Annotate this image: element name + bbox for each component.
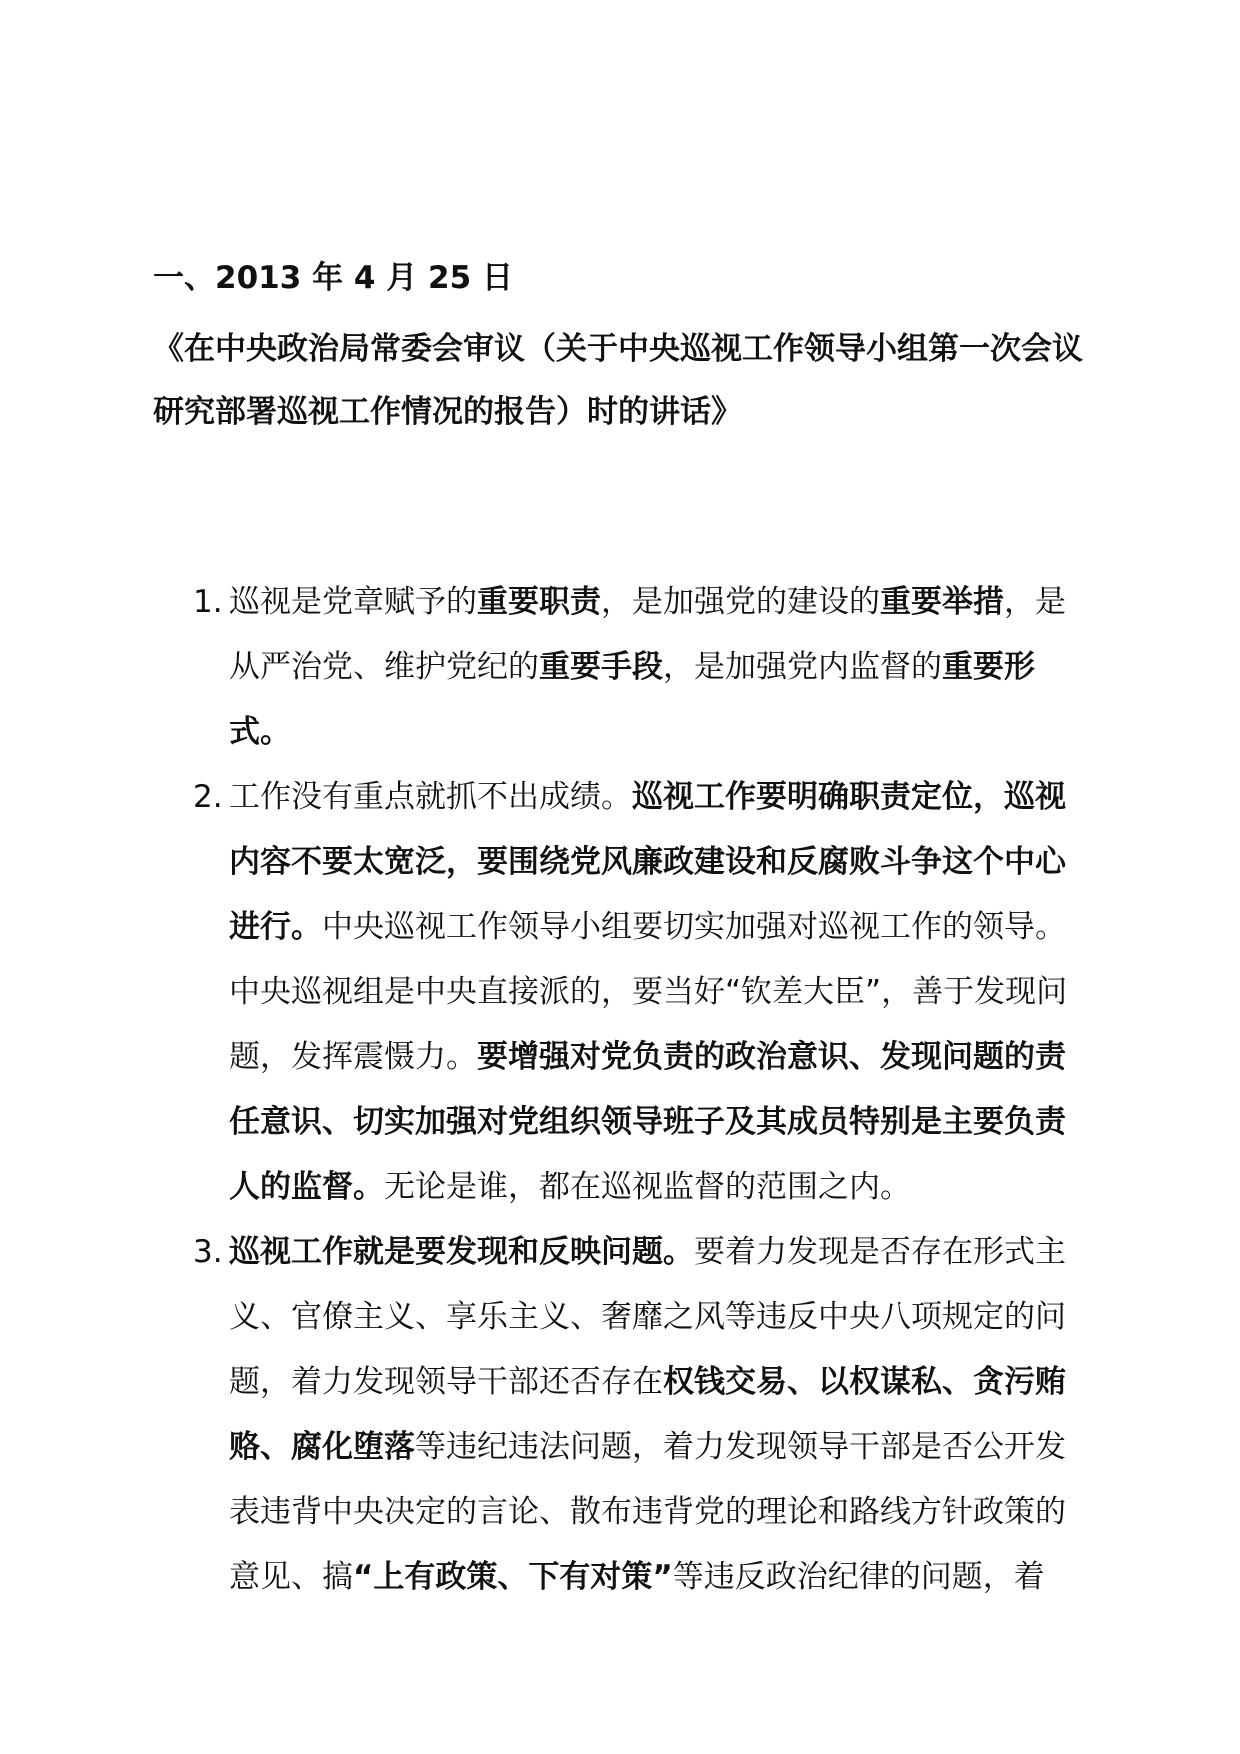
item-number: 3. bbox=[193, 1234, 223, 1270]
list-item bbox=[0, 570, 1079, 765]
bold-text-segment: 重要形式。 bbox=[229, 649, 1035, 750]
item-number: 1. bbox=[193, 584, 223, 620]
item-text bbox=[229, 584, 1066, 750]
numbered-list bbox=[0, 570, 1240, 1610]
section-heading: 一、2013 年 4 月 25 日 bbox=[153, 260, 513, 296]
item-text bbox=[229, 1234, 1066, 1595]
text-segment: ，是加强党内监督的 bbox=[663, 649, 942, 685]
text-segment: 等违反政治纪律的问题，着 bbox=[672, 1559, 1045, 1595]
bold-text-segment: 重要职责 bbox=[477, 584, 601, 620]
text-segment: ，是从严治党、维护党纪的 bbox=[229, 584, 1066, 685]
bold-text-segment: 重要举措 bbox=[880, 584, 1004, 620]
list-item bbox=[0, 765, 1079, 1220]
text-segment: 无论是谁，都在巡视监督的范围之内。 bbox=[384, 1169, 911, 1205]
list-item bbox=[0, 1220, 1079, 1610]
text-segment: 巡视是党章赋予的 bbox=[229, 584, 477, 620]
text-segment: 工作没有重点就抓不出成绩。 bbox=[229, 779, 632, 815]
speech-title: 《在中央政治局常委会审议（关于中央巡视工作领导小组第一次会议研究部署巡视工作情况的报告）时的讲话》 bbox=[153, 331, 1083, 430]
item-number: 2. bbox=[193, 779, 223, 815]
bold-text-segment: 重要手段 bbox=[539, 649, 663, 685]
text-segment: 中央巡视工作领导小组要切实加强对巡视工作的领导。中央巡视组是中央直接派的，要当好“钦差大臣”，善于发现问题，发挥震慑力。 bbox=[229, 909, 1068, 1075]
item-text bbox=[229, 779, 1067, 1205]
text-segment: 要着力发现是否存在形式主义、官僚主义、享乐主义、奢靡之风等违反中央八项规定的问题，着力发现领导干部还否存在 bbox=[229, 1234, 1066, 1400]
bold-text-segment: “上有政策、下有对策” bbox=[353, 1559, 673, 1595]
bold-text-segment: 巡视工作就是要发现和反映问题。 bbox=[229, 1234, 694, 1270]
bold-text-segment: 要增强对党负责的政治意识、发现问题的责任意识、切实加强对党组织领导班子及其成员特别是主要负责人的监督。 bbox=[229, 1039, 1066, 1205]
bold-text-segment: 权钱交易、以权谋私、贪污贿赂、腐化堕落 bbox=[229, 1364, 1066, 1465]
bold-text-segment: 巡视工作要明确职责定位，巡视内容不要太宽泛，要围绕党风廉政建设和反腐败斗争这个中心进行。 bbox=[229, 779, 1066, 945]
text-segment: ，是加强党的建设的 bbox=[601, 584, 880, 620]
text-segment: 等违纪违法问题，着力发现领导干部是否公开发表违背中央决定的言论、散布违背党的理论和路线方针政策的意见、搞 bbox=[229, 1429, 1066, 1595]
